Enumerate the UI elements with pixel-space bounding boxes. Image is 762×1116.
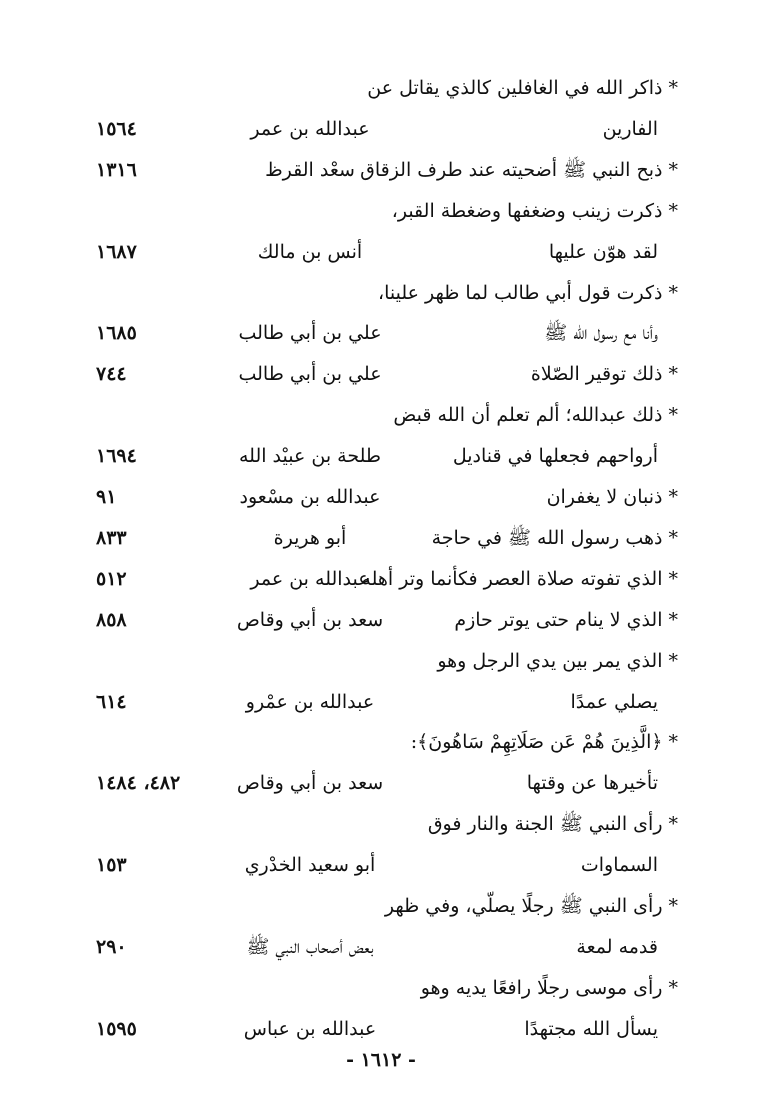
entry-phrase: رأى موسى رجلًا رافعًا يديه وهو xyxy=(420,976,663,999)
index-entry xyxy=(0,191,762,231)
index-entry xyxy=(0,273,762,313)
entry-hadith-number: ٦١٤ xyxy=(96,690,127,713)
asterisk-icon: * xyxy=(668,731,678,754)
asterisk-icon: * xyxy=(668,404,678,427)
entry-hadith-number: ٧٤٤ xyxy=(96,363,127,386)
entry-phrase: السماوات xyxy=(580,854,658,877)
entry-narrator: عبدالله بن عمر xyxy=(250,567,370,590)
index-entry xyxy=(0,395,762,435)
entry-narrator xyxy=(230,722,390,762)
entry-phrase: ذنبان لا يغفران xyxy=(546,486,663,508)
index-entry xyxy=(0,763,762,803)
entry-hadith-number: ١٣١٦ xyxy=(96,158,137,181)
index-entry xyxy=(0,845,762,885)
entry-narrator xyxy=(230,68,390,108)
entry-phrase: الذي يمر بين يدي الرجل وهو xyxy=(437,649,663,672)
asterisk-icon: * xyxy=(668,649,678,672)
index-entry xyxy=(0,927,762,967)
index-entry xyxy=(0,722,762,762)
entry-narrator xyxy=(230,804,390,844)
page-number: - ١٦١٢ - xyxy=(346,1049,416,1071)
entry-text xyxy=(544,313,658,353)
entry-text xyxy=(581,845,658,885)
entry-phrase: تأخيرها عن وقتها xyxy=(526,772,658,795)
index-entry xyxy=(0,804,762,844)
entry-narrator xyxy=(230,968,390,1008)
entry-text xyxy=(428,804,678,844)
asterisk-icon: * xyxy=(668,158,678,181)
entry-text xyxy=(603,109,658,149)
entry-text xyxy=(421,968,678,1008)
entry-hadith-number: ١٦٨٧ xyxy=(96,240,137,263)
index-entry xyxy=(0,641,762,681)
entry-text xyxy=(454,600,678,640)
entry-narrator: عبدالله بن مسْعود xyxy=(239,486,381,508)
entry-hadith-number: ١٦٨٥ xyxy=(96,322,137,345)
entry-narrator: أبو هريرة xyxy=(273,526,347,549)
entry-narrator: بعض أصحاب النبي ﷺ xyxy=(246,935,374,958)
index-entry xyxy=(0,559,762,599)
entry-phrase: يصلي عمدًا xyxy=(570,690,658,713)
entry-phrase: ذاكر الله في الغافلين كالذي يقاتل عن xyxy=(367,77,663,99)
entry-hadith-number: ٩١ xyxy=(96,486,117,508)
entry-text xyxy=(411,722,678,762)
asterisk-icon: * xyxy=(668,486,678,508)
entry-text xyxy=(453,436,658,476)
entry-phrase: لقد هوّن عليها xyxy=(548,240,658,263)
entry-hadith-number: ٢٩٠ xyxy=(96,935,127,958)
entry-phrase: أرواحهم فجعلها في قناديل xyxy=(452,445,658,468)
entry-narrator: سعْد القرظ xyxy=(265,158,355,181)
index-entry xyxy=(0,354,762,394)
index-entry xyxy=(0,313,762,353)
entry-hadith-number: ٥١٢ xyxy=(96,567,127,590)
asterisk-icon: * xyxy=(668,813,678,836)
entry-hadith-number: ١٥٣ xyxy=(96,854,127,877)
entry-narrator: عبدالله بن عمْرو xyxy=(245,690,375,713)
entry-phrase: الذي لا ينام حتى يوتر حازم xyxy=(454,608,663,631)
entry-narrator: علي بن أبي طالب xyxy=(238,322,382,345)
entry-narrator xyxy=(230,641,390,681)
entry-phrase: ذهب رسول الله ﷺ في حاجة xyxy=(431,526,663,549)
entry-phrase: الذي تفوته صلاة العصر فكأنما وتر أهله xyxy=(361,567,663,590)
entry-hadith-number: ٤٨٢، ١٤٨٤ xyxy=(96,772,181,795)
entry-phrase: ذلك عبدالله؛ ألم تعلم أن الله قبض xyxy=(393,404,663,427)
index-entry xyxy=(0,68,762,108)
asterisk-icon: * xyxy=(668,567,678,590)
index-entry xyxy=(0,477,762,517)
asterisk-icon: * xyxy=(668,895,678,917)
entry-phrase: يسأل الله مجتهدًا xyxy=(524,1017,658,1040)
index-entry xyxy=(0,518,762,558)
entry-text xyxy=(437,641,678,681)
entry-phrase: رأى النبي ﷺ الجنة والنار فوق xyxy=(427,813,663,836)
entry-phrase: الفارين xyxy=(602,117,658,140)
entry-hadith-number: ١٥٦٤ xyxy=(96,117,137,140)
entry-hadith-number: ٨٣٣ xyxy=(96,526,127,549)
entry-text xyxy=(361,559,678,599)
index-entry xyxy=(0,886,762,926)
index-entry xyxy=(0,436,762,476)
entry-narrator: سعد بن أبي وقاص xyxy=(236,772,384,795)
asterisk-icon: * xyxy=(668,608,678,631)
entry-text xyxy=(385,886,678,926)
entry-text xyxy=(393,395,678,435)
entry-text xyxy=(392,191,678,231)
entry-phrase: وأنا مع رسول الله ﷺ xyxy=(544,322,658,345)
entry-hadith-number: ٨٥٨ xyxy=(96,608,127,631)
entry-narrator xyxy=(230,273,390,313)
entry-text xyxy=(531,354,678,394)
entry-text xyxy=(527,763,658,803)
entry-text xyxy=(549,232,658,272)
asterisk-icon: * xyxy=(668,281,678,304)
entry-phrase: ذبح النبي ﷺ أضحيته عند طرف الزقاق xyxy=(360,158,663,181)
entry-phrase: ذكرت زينب وضغفها وضغطة القبر، xyxy=(391,199,663,222)
entry-phrase: ذلك توقير الصّلاة xyxy=(530,363,663,386)
index-entry xyxy=(0,150,762,190)
asterisk-icon: * xyxy=(668,77,678,99)
entry-phrase: ذكرت قول أبي طالب لما ظهر علينا، xyxy=(377,281,663,304)
entry-hadith-number: ١٦٩٤ xyxy=(96,445,137,468)
entry-text xyxy=(360,150,678,190)
entry-narrator xyxy=(230,395,390,435)
index-entry xyxy=(0,682,762,722)
entry-phrase: رأى النبي ﷺ رجلًا يصلّي، وفي ظهر xyxy=(384,895,663,917)
index-entry xyxy=(0,109,762,149)
entry-phrase: قدمه لمعة xyxy=(576,935,658,958)
entry-text xyxy=(378,273,678,313)
index-entry xyxy=(0,232,762,272)
entry-text xyxy=(432,518,678,558)
entry-hadith-number: ١٥٩٥ xyxy=(96,1017,137,1040)
entry-text xyxy=(367,68,678,108)
entry-text xyxy=(570,682,658,722)
entry-narrator: علي بن أبي طالب xyxy=(238,363,382,386)
entry-narrator xyxy=(230,191,390,231)
entry-narrator: سعد بن أبي وقاص xyxy=(236,608,384,631)
entry-narrator: أنس بن مالك xyxy=(257,240,363,263)
index-entry xyxy=(0,968,762,1008)
asterisk-icon: * xyxy=(668,976,678,999)
entry-narrator: أبو سعيد الخدْري xyxy=(244,854,376,877)
index-entry xyxy=(0,600,762,640)
entry-narrator: عبدالله بن عمر xyxy=(250,117,370,140)
entry-text xyxy=(576,927,658,967)
asterisk-icon: * xyxy=(668,199,678,222)
entry-narrator xyxy=(230,886,390,926)
entry-phrase: ﴿الَّذِينَ هُمْ عَن صَلَاتِهِمْ سَاهُونَ﴾: xyxy=(410,731,663,754)
entry-text xyxy=(547,477,678,517)
entry-narrator: طلحة بن عبيْد الله xyxy=(238,445,382,468)
entry-narrator: عبدالله بن عباس xyxy=(243,1017,377,1040)
asterisk-icon: * xyxy=(668,526,678,549)
asterisk-icon: * xyxy=(668,363,678,386)
